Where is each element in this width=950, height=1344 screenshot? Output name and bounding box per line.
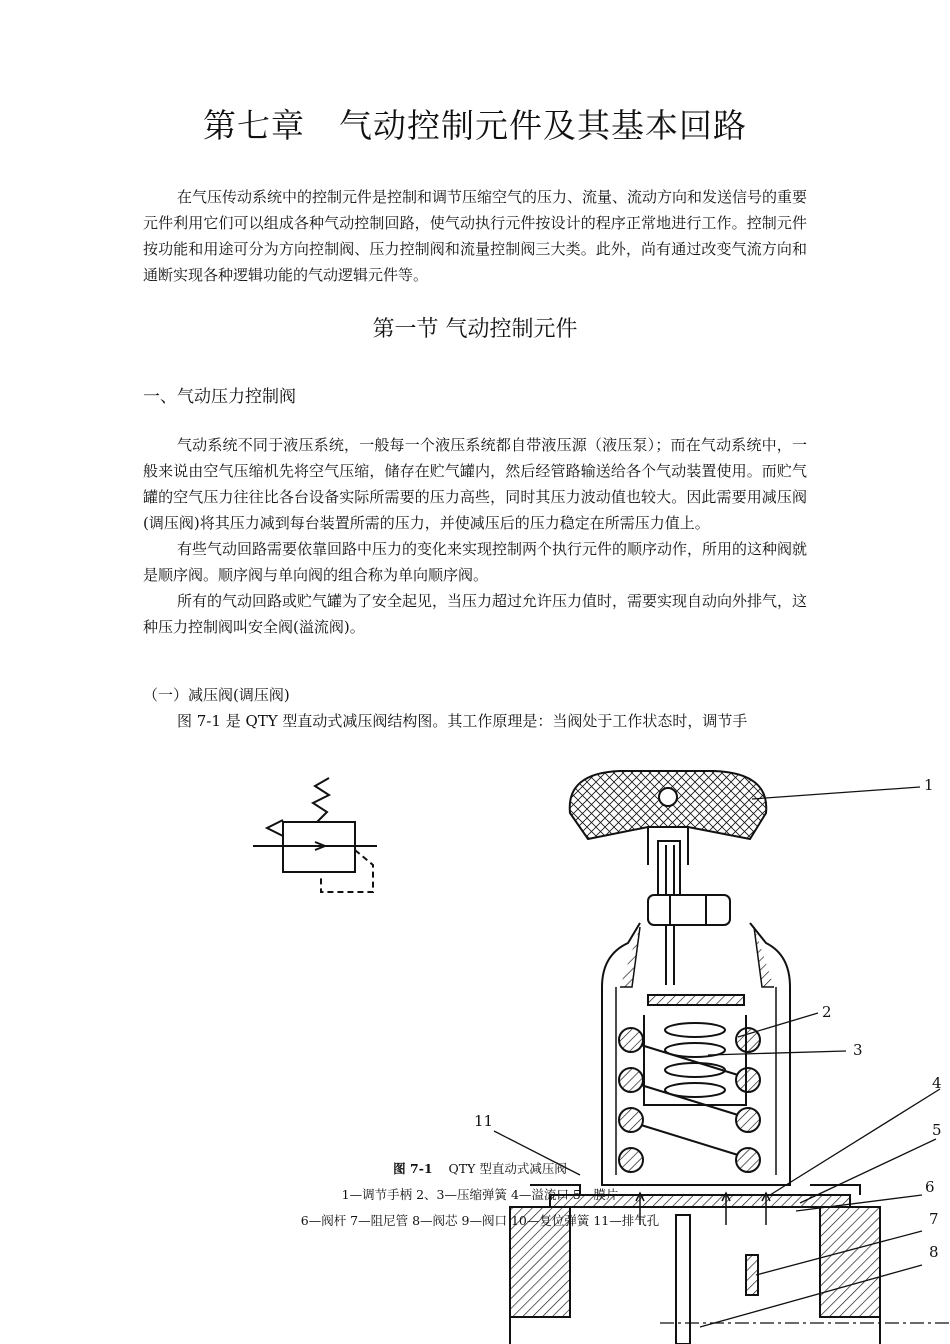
callout-label: 1	[924, 776, 934, 794]
body-paragraphs	[143, 432, 807, 640]
figure-intro	[143, 708, 807, 734]
callout-label: 4	[932, 1074, 942, 1092]
callout-label: 11	[474, 1112, 494, 1130]
intro-paragraph	[143, 184, 807, 288]
subsection-title: 一、气动压力控制阀	[143, 387, 296, 407]
section-title: 第一节 气动控制元件	[372, 317, 578, 342]
figure-legend-line2: 6—阀杆 7—阻尼管 8—阀芯 9—阀口 10—复位弹簧 11—排气孔	[300, 1213, 660, 1228]
caption-label: 图 7-1	[393, 1161, 433, 1176]
chapter-title: 第七章 气动控制元件及其基本回路	[203, 106, 747, 145]
callout-label: 5	[932, 1121, 942, 1139]
paragraph: 气动系统不同于液压系统，一般每一个液压系统都自带液压源（液压泵）；而在气动系统中，一般来说由空气压缩机先将空气压缩，储存在贮气罐内，然后经管路输送给各个气动装置使用。而贮气罐的空气压力往往比各台设备实际所需要的压力高些，同时其压力波动值也较大。因此需要用减压阀(调压阀)将其压力减到每台装置所需的压力，并使减压后的压力稳定在所需压力值上。	[143, 436, 807, 532]
valve-symbol-diagram	[245, 770, 385, 900]
paragraph: 所有的气动回路或贮气罐为了安全起见，当压力超过允许压力值时，需要实现自动向外排气，这种压力控制阀叫安全阀(溢流阀)。	[143, 592, 808, 636]
figure-caption	[230, 1156, 730, 1182]
figure-legend-line1: 1—调节手柄 2、3—压缩弹簧 4—溢流口 5—膜片	[341, 1187, 619, 1202]
subsub-title: （一）减压阀(调压阀)	[143, 686, 290, 704]
caption-title: QTY 型直动式减压阀	[448, 1161, 567, 1176]
callout-label: 7	[929, 1210, 939, 1228]
callout-label: 2	[822, 1003, 832, 1021]
callout-label: 6	[925, 1178, 935, 1196]
callout-label: 3	[853, 1041, 863, 1059]
intro-text: 在气压传动系统中的控制元件是控制和调节压缩空气的压力、流量、流动方向和发送信号的重要元件利用它们可以组成各种气动控制回路，使气动执行元件按设计的程序正常地进行工作。控制元件按功能和用途可分为方向控制阀、压力控制阀和流量控制阀三大类。此外，尚有通过改变气流方向和通断实现各种逻辑功能的气动逻辑元件等。	[143, 188, 808, 284]
valve-cross-section-drawing	[470, 755, 950, 1344]
paragraph: 有些气动回路需要依靠回路中压力的变化来实现控制两个执行元件的顺序动作，所用的这种阀就是顺序阀。顺序阀与单向阀的组合称为单向顺序阀。	[143, 540, 808, 584]
figure-intro-text: 图 7-1 是 QTY 型直动式减压阀结构图。其工作原理是：当阀处于工作状态时，调节手	[177, 712, 748, 730]
callout-label: 8	[929, 1243, 939, 1261]
